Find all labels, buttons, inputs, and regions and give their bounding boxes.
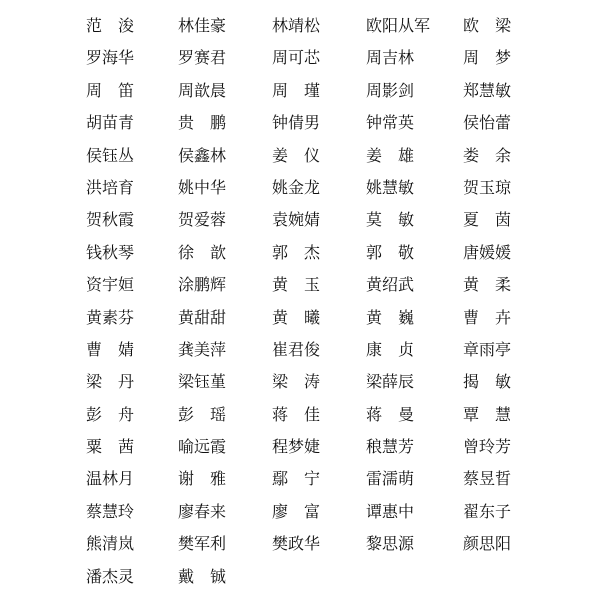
name-entry: 黄甜甜: [178, 307, 227, 327]
name-entry: 涂鹏辉: [178, 275, 227, 295]
name-entry: 谭惠中: [366, 501, 415, 521]
name-entry: 侯怡蕾: [463, 113, 512, 133]
name-entry: 钟常英: [366, 113, 415, 133]
name-entry: 黄 柔: [463, 275, 512, 295]
name-entry: 谢 雅: [178, 469, 227, 489]
name-entry: 洪培育: [86, 177, 135, 197]
name-entry: 莫 敏: [366, 210, 415, 230]
name-entry: 粟 茜: [86, 437, 135, 457]
name-entry: 娄 余: [463, 145, 512, 165]
name-entry: 梁 丹: [86, 372, 135, 392]
name-entry: 周 梦: [463, 48, 512, 68]
name-entry: 郭 杰: [272, 242, 321, 262]
name-entry: 徐 歆: [178, 242, 227, 262]
name-entry: 梁薛辰: [366, 372, 415, 392]
name-entry: 贺玉琼: [463, 177, 512, 197]
name-grid: [0, 10, 600, 593]
name-entry: 侯鑫林: [178, 145, 227, 165]
name-entry: 钟倩男: [272, 113, 321, 133]
name-entry: 郭 敬: [366, 242, 415, 262]
name-entry: 曹 婧: [86, 339, 135, 359]
name-entry: 廖春来: [178, 501, 227, 521]
name-entry: 姚金龙: [272, 177, 321, 197]
name-entry: 唐媛媛: [463, 242, 512, 262]
name-entry: 梁钰堇: [178, 372, 227, 392]
name-entry: 姚中华: [178, 177, 227, 197]
name-entry: 欧 梁: [463, 16, 512, 35]
name-entry: 翟东子: [463, 501, 512, 521]
name-entry: 袁婉婧: [272, 210, 321, 230]
name-entry: 鄢 宁: [272, 469, 321, 489]
name-entry: 钱秋琴: [86, 242, 135, 262]
name-entry: 曹 卉: [463, 307, 512, 327]
name-entry: 林佳豪: [178, 16, 227, 35]
name-entry: 章雨亭: [463, 339, 512, 359]
name-entry: 黎思源: [366, 534, 415, 554]
name-entry: 姜 雄: [366, 145, 415, 165]
name-entry: 林靖松: [272, 16, 321, 35]
name-entry: 揭 敏: [463, 372, 512, 392]
name-entry: 温林月: [86, 469, 135, 489]
name-entry: 姚慧敏: [366, 177, 415, 197]
name-entry: 罗海华: [86, 48, 135, 68]
name-entry: 黄 巍: [366, 307, 415, 327]
name-entry: 周可芯: [272, 48, 321, 68]
name-entry: 蔡慧玲: [86, 501, 135, 521]
name-entry: 曾玲芳: [463, 437, 512, 457]
name-entry: 蔡昱晢: [463, 469, 512, 489]
name-entry: 郑慧敏: [463, 80, 512, 100]
name-entry: 周 瑾: [272, 80, 321, 100]
name-entry: 稂慧芳: [366, 437, 415, 457]
name-entry: 资宇姮: [86, 275, 135, 295]
name-entry: 欧阳从军: [366, 16, 431, 35]
name-entry: 贵 鹏: [178, 113, 227, 133]
name-entry: 覃 慧: [463, 404, 512, 424]
name-entry: 康 贞: [366, 339, 415, 359]
name-entry: 周吉林: [366, 48, 415, 68]
name-entry: 周歆晨: [178, 80, 227, 100]
name-entry: 蒋 佳: [272, 404, 321, 424]
name-entry: 夏 茵: [463, 210, 512, 230]
name-entry: 樊政华: [272, 534, 321, 554]
name-entry: 侯钰丛: [86, 145, 135, 165]
name-entry: 龚美萍: [178, 339, 227, 359]
name-entry: 潘杰灵: [86, 566, 135, 586]
name-entry: 周 笛: [86, 80, 135, 100]
name-entry: 梁 涛: [272, 372, 321, 392]
name-entry: 周影剑: [366, 80, 415, 100]
name-entry: 黄绍武: [366, 275, 415, 295]
name-entry: 姜 仪: [272, 145, 321, 165]
name-entry: 蒋 曼: [366, 404, 415, 424]
name-entry: 崔君俊: [272, 339, 321, 359]
name-entry: 樊军利: [178, 534, 227, 554]
name-entry: 黄 玉: [272, 275, 321, 295]
name-entry: 颜思阳: [463, 534, 512, 554]
name-entry: 程梦婕: [272, 437, 321, 457]
name-entry: 黄素芬: [86, 307, 135, 327]
name-entry: 雷濡萌: [366, 469, 415, 489]
name-entry: 喻远霞: [178, 437, 227, 457]
name-entry: 熊清岚: [86, 534, 135, 554]
name-entry: 罗赛君: [178, 48, 227, 68]
name-entry: 彭 舟: [86, 404, 135, 424]
name-entry: 戴 铖: [178, 566, 227, 586]
name-entry: 贺秋霞: [86, 210, 135, 230]
name-entry: 廖 富: [272, 501, 321, 521]
name-entry: 贺爱蓉: [178, 210, 227, 230]
name-entry: 黄 曦: [272, 307, 321, 327]
name-entry: 胡苗青: [86, 113, 135, 133]
name-entry: 范 浚: [86, 16, 135, 35]
name-entry: 彭 瑶: [178, 404, 227, 424]
